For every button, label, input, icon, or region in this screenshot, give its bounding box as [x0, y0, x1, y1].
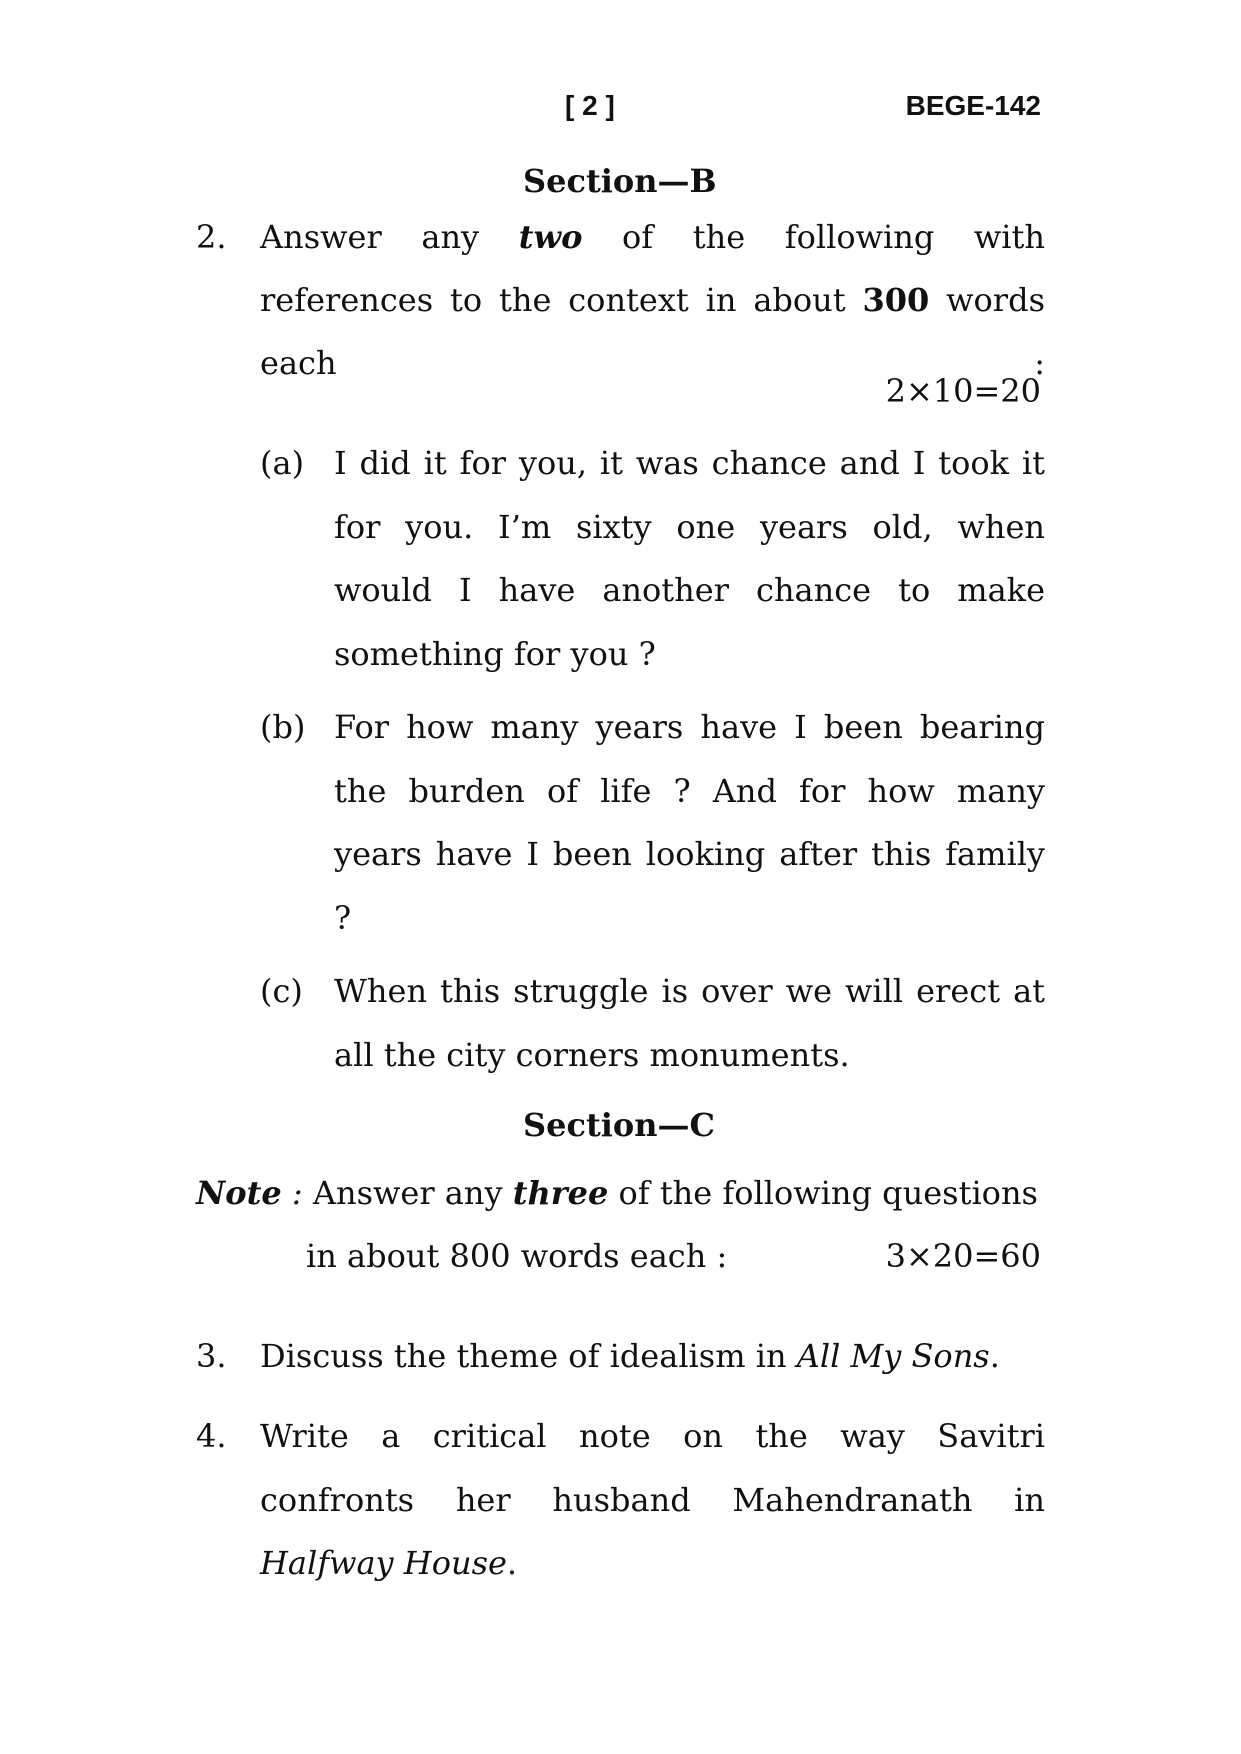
question-2-text — [260, 206, 1045, 396]
q3-title: All My Sons — [796, 1337, 990, 1375]
part-a-text: I did it for you, it was chance and I took it for you. I’m sixty one years old, when would I have another chance to make something for you ? — [334, 444, 1045, 673]
q3-text: Discuss the theme of idealism in — [260, 1337, 797, 1375]
q2-text-part-2: of the following with references to the context in about — [260, 218, 1046, 319]
q2-emphasis: two — [518, 218, 583, 256]
section-c-title: Section—C — [523, 1106, 715, 1144]
section-c-marks: 3×20=60 — [885, 1237, 1041, 1275]
note-text-2: of the following questions — [608, 1174, 1038, 1212]
part-a-label: (a) — [260, 444, 305, 482]
part-c-label: (c) — [260, 972, 303, 1010]
q2-text-part-3: words each : — [260, 281, 1046, 382]
question-3-number: 3. — [196, 1337, 227, 1375]
paper-code: BEGE-142 — [905, 90, 1041, 121]
question-4-number: 4. — [196, 1417, 227, 1455]
note-text-3: in about 800 words each : — [306, 1237, 728, 1275]
question-2-number: 2. — [196, 218, 227, 256]
q4-text: Write a critical note on the way Savitri confronts her husband Mahendranath in — [260, 1417, 1045, 1519]
question-4-text — [260, 1405, 1045, 1596]
note-emphasis: three — [512, 1174, 609, 1212]
part-b-text: For how many years have I been bearing the burden of life ? And for how many years have I been looking after this family ? — [334, 708, 1045, 937]
note-text-1: Answer any — [312, 1174, 513, 1212]
q2-word-count: 300 — [862, 281, 930, 319]
q4-end: . — [506, 1544, 518, 1582]
section-b-title: Section—B — [523, 162, 717, 200]
note-colon: : — [281, 1174, 313, 1212]
section-c-note — [196, 1162, 1045, 1225]
q4-title: Halfway House — [260, 1544, 507, 1582]
q3-end: . — [989, 1337, 1000, 1375]
q2-text-part-1: Answer any — [260, 218, 519, 256]
page-number: [ 2 ] — [565, 90, 615, 121]
q2-marks: 2×10=20 — [885, 372, 1041, 410]
part-b-label: (b) — [260, 708, 306, 746]
note-label: Note — [196, 1174, 282, 1212]
question-3-text — [260, 1337, 1000, 1375]
part-c-text: When this struggle is over we will erect at all the city corners monuments. — [334, 972, 1045, 1074]
